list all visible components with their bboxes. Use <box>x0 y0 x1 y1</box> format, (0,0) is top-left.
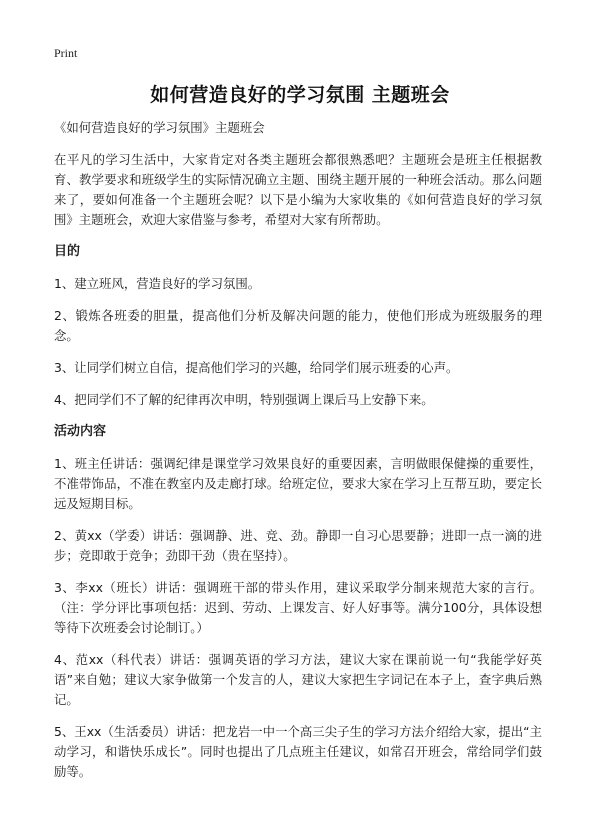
article-body <box>54 118 542 794</box>
activity-item: 1、班主任讲话：强调纪律是课堂学习效果良好的重要因素，言明做眼保健操的重要性，不准带饰品，不准在教室内及走廊打球。给班定位，要求大家在学习上互帮互助，要定长远及短期目标。 <box>54 456 542 511</box>
activity-item: 3、李xx（班长）讲话：强调班干部的带头作用，建议采取学分制来规范大家的言行。（注：学分评比事项包括：迟到、劳动、上课发言、好人好事等。满分100分，具体设想等待下次班委会讨论制订。） <box>54 580 542 635</box>
activity-item: 4、范xx（科代表）讲话：强调英语的学习方法，建议大家在课前说一句“我能学好英语”来自勉；建议大家争做第一个发言的人，建议大家把生字词记在本子上，查字典后熟记。 <box>54 652 542 707</box>
intro-paragraph: 在平凡的学习生活中，大家肯定对各类主题班会都很熟悉吧？主题班会是班主任根据教育、教学要求和班级学生的实际情况确立主题、围绕主题开展的一种班会活动。那么问题来了，要如何准备一个主题班会呢？以下是小编为大家收集的《如何营造良好的学习氛围》主题班会，欢迎大家借鉴与参考，希望对大家有所帮助。 <box>54 152 542 227</box>
purpose-item: 2、锻炼各班委的胆量，提高他们分析及解决问题的能力，使他们形成为班级服务的理念。 <box>54 308 542 343</box>
purpose-item: 3、让同学们树立自信，提高他们学习的兴趣，给同学们展示班委的心声。 <box>54 360 459 375</box>
article-subtitle: 《如何营造良好的学习氛围》主题班会 <box>54 120 265 135</box>
purpose-item: 1、建立班风，营造良好的学习氛围。 <box>54 276 261 291</box>
activity-item: 2、黄xx（学委）讲话：强调静、进、竞、劲。静即一自习心思要静；进即一点一滴的进步；竞即敢于竞争；劲即干劲（贵在坚持）。 <box>54 528 542 563</box>
section-heading-activities: 活动内容 <box>54 424 107 439</box>
purpose-item: 4、把同学们不了解的纪律再次申明，特别强调上课后马上安静下来。 <box>54 392 434 407</box>
print-link[interactable]: Print <box>54 46 78 60</box>
activity-item: 5、王xx（生活委员）讲话：把龙岩一中一个高三尖子生的学习方法介绍给大家，提出“主动学习，和谐快乐成长”。同时也提出了几点班主任建议，如常召开班会，常给同学们鼓励等。 <box>54 724 542 779</box>
section-heading-purpose: 目的 <box>54 244 81 259</box>
page-title: 如何营造良好的学习氛围 主题班会 <box>150 84 450 106</box>
